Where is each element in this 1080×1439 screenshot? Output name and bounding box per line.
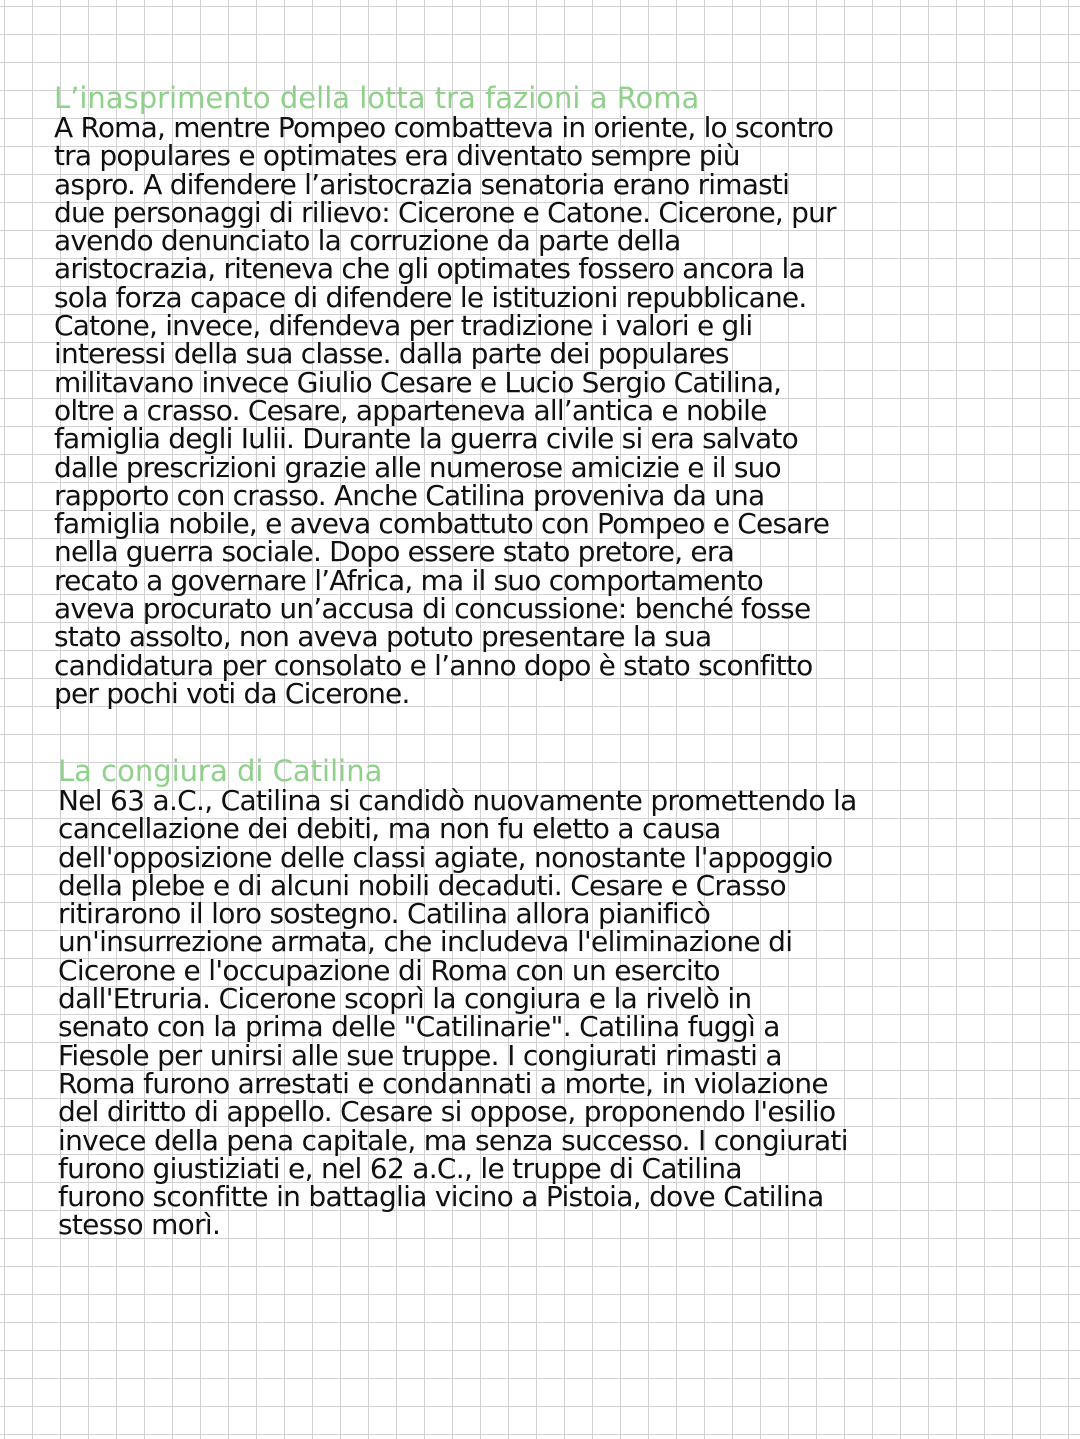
section-heading: La congiura di Catilina (58, 754, 383, 788)
section-congiura (58, 755, 1028, 1240)
section-fazioni (54, 82, 1024, 708)
section-body: A Roma, mentre Pompeo combatteva in oriente, lo scontro tra populares e optimates era diventato sempre più aspro. A difendere l’aristocrazia senatoria erano rimasti due personaggi di rilievo: Cicerone e Catone. Cicerone, pur avendo denunciato la corruzione da parte della aristocrazia, riteneva che gli optimates fossero ancora la sola forza capace di difendere le istituzioni repubblicane. Catone, invece, difendeva per tradizione i valori e gli interessi della sua classe. dalla parte dei populares militavano invece Giulio Cesare e Lucio Sergio Catilina, oltre a crasso. Cesare, apparteneva all’antica e nobile famiglia degli Iulii. Durante la guerra civile si era salvato dalle prescrizioni grazie alle numerose amicizie e il suo rapporto con crasso. Anche Catilina proveniva da una famiglia nobile, e aveva combattuto con Pompeo e Cesare nella guerra sociale. Dopo essere stato pretore, era recato a governare l’Africa, ma il suo comportamento aveva procurato un’accusa di concussione: benché fosse stato assolto, non aveva potuto presentare la sua candidatura per consolato e l’anno dopo è stato sconfitto per pochi voti da Cicerone. (54, 111, 836, 710)
section-heading: L’inasprimento della lotta tra fazioni a Roma (54, 81, 700, 115)
section-body: Nel 63 a.C., Catilina si candidò nuovamente promettendo la cancellazione dei debiti, ma non fu eletto a causa dell'opposizione delle classi agiate, nonostante l'appoggio della plebe e di alcuni nobili decaduti. Cesare e Crasso ritirarono il loro sostegno. Catilina allora pianificò un'insurrezione armata, che includeva l'eliminazione di Cicerone e l'occupazione di Roma con un esercito dall'Etruria. Cicerone scoprì la congiura e la rivelò in senato con la prima delle "Catilinarie". Catilina fuggì a Fiesole per unirsi alle sue truppe. I congiurati rimasti a Roma furono arrestati e condannati a morte, in violazione del diritto di appello. Cesare si oppose, proponendo l'esilio invece della pena capitale, ma senza successo. I congiurati furono giustiziati e, nel 62 a.C., le truppe di Catilina furono sconfitte in battaglia vicino a Pistoia, dove Catilina stesso morì. (58, 784, 857, 1242)
